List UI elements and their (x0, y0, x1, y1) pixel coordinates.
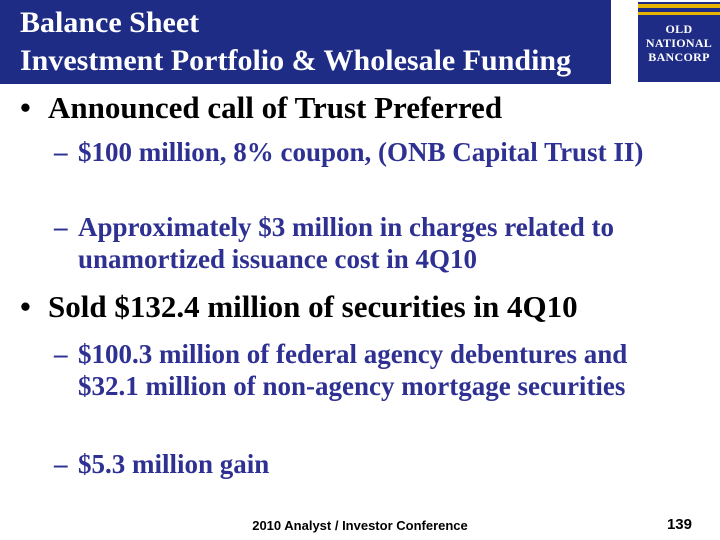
slide-title: Balance Sheet (20, 6, 200, 39)
logo-text-line2: NATIONAL (645, 36, 713, 50)
sub-bullet-text: Approximately $3 million in charges related to unamortized issuance cost in 4Q10 (78, 212, 614, 274)
sub-bullet-marker: – (54, 212, 68, 242)
logo-stripe (638, 4, 720, 8)
sub-bullet-text: $100.3 million of federal agency debentures and $32.1 million of non-agency mortgage securities (78, 339, 628, 401)
footer-conference-label: 2010 Analyst / Investor Conference (252, 518, 468, 533)
sub-bullet-item (54, 448, 690, 480)
sub-bullet-marker: – (54, 137, 68, 167)
sub-bullet-item (54, 338, 690, 402)
sub-bullet-item (54, 211, 690, 275)
logo-text-line3: BANCORP (648, 50, 710, 64)
page-number: 139 (666, 516, 692, 533)
logo-stripe (638, 12, 720, 15)
sub-bullet-text: $100 million, 8% coupon, (ONB Capital Trust II) (78, 137, 644, 167)
logo-text-line1: OLD (665, 22, 693, 36)
bullet-text: Sold $132.4 million of securities in 4Q10 (48, 289, 578, 324)
bullet-text: Announced call of Trust Preferred (48, 90, 503, 125)
sub-bullet-text: $5.3 million gain (78, 449, 270, 479)
sub-bullet-item (54, 136, 690, 168)
title-bar (0, 0, 611, 84)
sub-bullet-marker: – (54, 339, 68, 369)
old-national-bancorp-logo (621, 0, 720, 84)
bullet-item (20, 90, 692, 126)
bullet-marker: • (20, 289, 31, 324)
slide-subtitle: Investment Portfolio & Wholesale Funding (20, 44, 572, 77)
bullet-marker: • (20, 90, 31, 125)
bullet-item (20, 289, 692, 325)
sub-bullet-marker: – (54, 449, 68, 479)
